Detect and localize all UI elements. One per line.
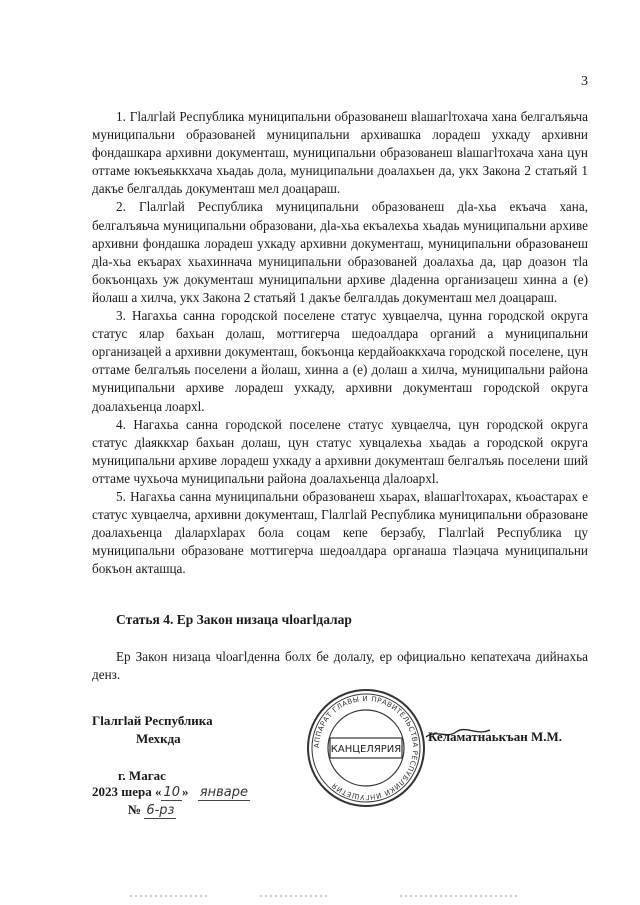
date-day: 10 [163,785,181,800]
date-year-prefix: 2023 шера « [92,784,162,799]
law-body [92,108,588,578]
paragraph-4: 4. Нагахьа санна городской поселене статус хувцаелча, цун городской округа статус дӏаяккхар бахьан долаш, цун статус хувцалехьа хьадаь а городской округа муниципальни архиве лорадеш ухкаду а архивни документаш белгалъяь поселени ший оттаме чухьоча муниципальни района доалахьенца дӏалоархӏ. [92,416,588,486]
official-seal [304,686,428,815]
place: г. Магас [118,768,166,783]
page-number: 3 [581,74,588,89]
paragraph-1: 1. Гӏалгӏай Республика муниципальни образованеш вӏашагӏтохача хана белгалъяьча муниципальни образованей муниципальни архивашка лорадеш ухкаду архивни фондашкара архивни документаш, муниципальни образованеш вӏашагӏтохача хана цун оттаме юкъеяьккхача хьадаь дола, муниципальни доалахьен да, укх Закона 2 статьяй 1 дакъе белгалдаь документаш мел доацараш. [92,109,588,197]
number-value: 6-рз [146,803,175,818]
article-heading: Статья 4. Ер Закон низаца чӏоагӏдалар [116,612,352,627]
scan-edge-marks [0,890,640,900]
seal-center-text: КАНЦЕЛЯРИЯ [330,744,402,755]
closing-paragraph: Ер Закон низаца чӏоагӏденна болх бе долалу, ер официально кепатехача дийнахьа денз. [92,649,588,683]
date-month: январе [199,785,248,800]
signatory-title [92,712,213,748]
signatory-title-line1: Гӏалгӏай Республика [92,713,213,728]
document-number [128,802,176,818]
paragraph-3: 3. Нагахьа санна городской поселене статус хувцаелча, цунна городской округа статус ялар бахьан долаш, моттигерча шедоалдара органий а муниципальни организацей а архивни документаш, бокъонца кердайоаккхача городской поселене, цун оттаме белгалъяь поселени а йолаш, хинна а (е) долаш а хилча, муниципальни района муниципальни архиве лорадеш ухкаду, архивни документаш городской округа доалахьенца лоархӏ. [92,308,588,414]
signatory-name [428,729,562,745]
paragraph-5: 5. Нагахьа санна муниципальни образованеш хьарах, вӏашагӏтохарах, къоастарах е статус хувцаелча, архивни документаш, Гӏалгӏай Республика муниципальни образоване доалахьенца дӏалархӏарах бола соцам кепе берзабу, Гӏалгӏай Республика цу муниципальни образоване моттигерча шедоалдара органаша тӏаэцача муниципальни бокъон акташца. [92,488,588,577]
paragraph-2: 2. Гӏалгӏай Республика муниципальни образованеш дӏа-хьа екъача хана, белгалъяьча муниципальни образовани, дӏа-хьа екъалехьа хьадаь муниципальни архиве архивни фондашка лорадеш ухкаду архивни документаш, муниципальни образованеш дӏа-хьа екъарах хьахиннача муниципальни образованей доалахьа да, цар доазон тӏа бокъонцахь уж документаш муниципальни архиве дӏаденна организацеш хинна а (е) йолаш а хилча, укх Закона 2 статьяй 1 дакъе белгалдаь документаш мел доацараш. [92,199,588,305]
date-line [92,784,250,800]
signatory-title-line2: Мехкда [136,731,181,746]
signatory-name-text: Келаматнаькъан М.М. [428,729,563,744]
signature-stroke-icon [424,727,494,741]
number-prefix: № [128,802,142,817]
seal-image [304,686,428,810]
seal-ring-text: АППАРАТ ГЛАВЫ И ПРАВИТЕЛЬСТВА РЕСПУБЛИКИ ИНГУШЕТИЯ [312,694,420,802]
date-day-suffix: » [182,784,189,799]
